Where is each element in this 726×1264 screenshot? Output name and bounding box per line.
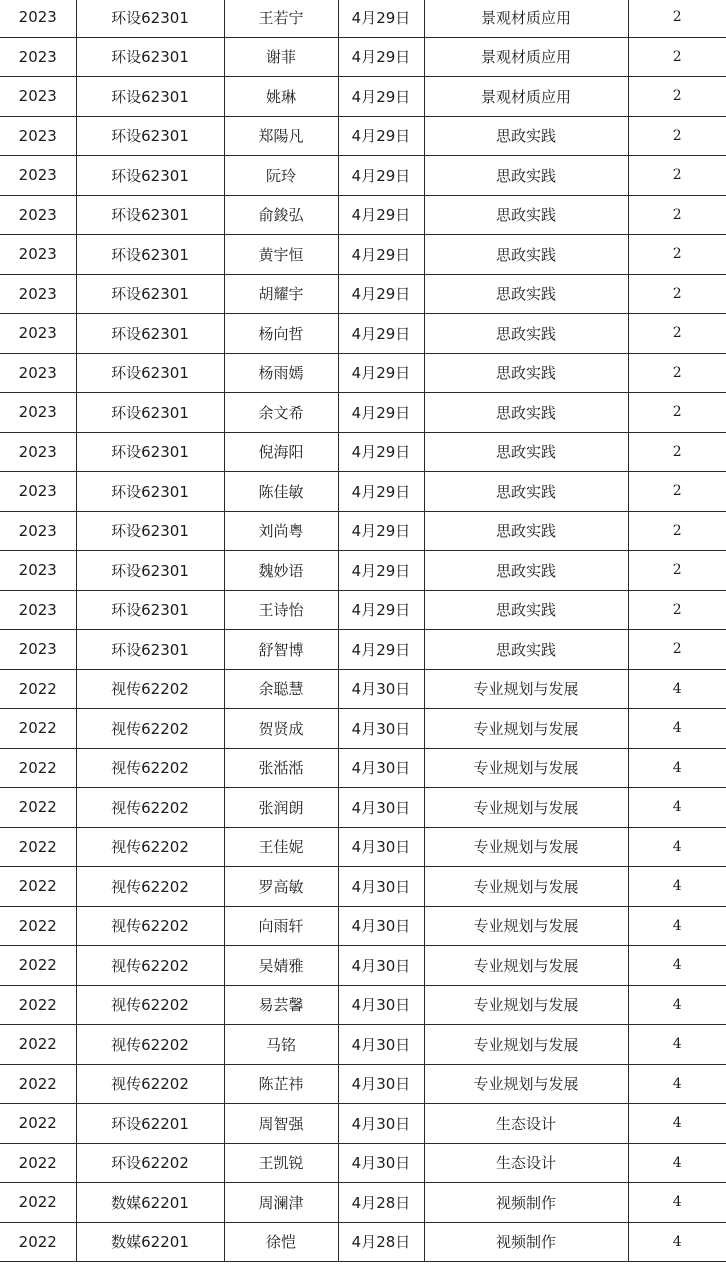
student-name-cell: 王凯锐 bbox=[224, 1143, 338, 1183]
year-cell: 2023 bbox=[0, 472, 76, 512]
credit-cell: 2 bbox=[628, 511, 726, 551]
credit-cell: 2 bbox=[628, 156, 726, 196]
course-cell: 专业规划与发展 bbox=[424, 788, 628, 828]
date-cell: 4月30日 bbox=[338, 748, 424, 788]
course-cell: 思政实践 bbox=[424, 630, 628, 670]
table-row bbox=[0, 0, 726, 37]
year-cell: 2022 bbox=[0, 1143, 76, 1183]
course-cell: 思政实践 bbox=[424, 472, 628, 512]
credit-cell: 2 bbox=[628, 590, 726, 630]
credit-cell: 4 bbox=[628, 985, 726, 1025]
table-row bbox=[0, 274, 726, 314]
course-cell: 思政实践 bbox=[424, 116, 628, 156]
date-cell: 4月30日 bbox=[338, 1064, 424, 1104]
year-cell: 2023 bbox=[0, 195, 76, 235]
course-cell: 景观材质应用 bbox=[424, 0, 628, 37]
course-cell: 思政实践 bbox=[424, 274, 628, 314]
year-cell: 2023 bbox=[0, 511, 76, 551]
student-name-cell: 余文希 bbox=[224, 393, 338, 433]
date-cell: 4月29日 bbox=[338, 393, 424, 433]
course-cell: 专业规划与发展 bbox=[424, 709, 628, 749]
class-cell: 视传62202 bbox=[76, 906, 224, 946]
table-row bbox=[0, 946, 726, 986]
course-cell: 生态设计 bbox=[424, 1143, 628, 1183]
class-cell: 视传62202 bbox=[76, 748, 224, 788]
table-row bbox=[0, 1183, 726, 1223]
class-cell: 视传62202 bbox=[76, 827, 224, 867]
credit-cell: 2 bbox=[628, 0, 726, 37]
class-cell: 环设62201 bbox=[76, 1104, 224, 1144]
date-cell: 4月30日 bbox=[338, 827, 424, 867]
class-cell: 视传62202 bbox=[76, 985, 224, 1025]
table-row bbox=[0, 985, 726, 1025]
class-cell: 环设62301 bbox=[76, 511, 224, 551]
credit-cell: 4 bbox=[628, 1183, 726, 1223]
table-row bbox=[0, 314, 726, 354]
table-row bbox=[0, 353, 726, 393]
class-cell: 视传62202 bbox=[76, 1064, 224, 1104]
student-name-cell: 周澜津 bbox=[224, 1183, 338, 1223]
table-row bbox=[0, 669, 726, 709]
student-name-cell: 王若宁 bbox=[224, 0, 338, 37]
table-row bbox=[0, 37, 726, 77]
credit-cell: 2 bbox=[628, 314, 726, 354]
course-cell: 专业规划与发展 bbox=[424, 1064, 628, 1104]
table-row bbox=[0, 590, 726, 630]
course-cell: 专业规划与发展 bbox=[424, 827, 628, 867]
student-name-cell: 俞鋑弘 bbox=[224, 195, 338, 235]
student-name-cell: 舒智博 bbox=[224, 630, 338, 670]
credit-cell: 2 bbox=[628, 37, 726, 77]
class-cell: 视传62202 bbox=[76, 867, 224, 907]
year-cell: 2022 bbox=[0, 946, 76, 986]
date-cell: 4月30日 bbox=[338, 1104, 424, 1144]
student-name-cell: 谢菲 bbox=[224, 37, 338, 77]
date-cell: 4月29日 bbox=[338, 235, 424, 275]
table-row bbox=[0, 867, 726, 907]
student-name-cell: 罗高敏 bbox=[224, 867, 338, 907]
course-cell: 思政实践 bbox=[424, 432, 628, 472]
class-cell: 环设62301 bbox=[76, 353, 224, 393]
date-cell: 4月30日 bbox=[338, 788, 424, 828]
credit-cell: 2 bbox=[628, 630, 726, 670]
student-name-cell: 张湉湉 bbox=[224, 748, 338, 788]
student-name-cell: 阮玲 bbox=[224, 156, 338, 196]
table-row bbox=[0, 1104, 726, 1144]
class-cell: 环设62301 bbox=[76, 156, 224, 196]
year-cell: 2023 bbox=[0, 77, 76, 117]
year-cell: 2022 bbox=[0, 1025, 76, 1065]
date-cell: 4月30日 bbox=[338, 946, 424, 986]
course-cell: 专业规划与发展 bbox=[424, 906, 628, 946]
date-cell: 4月29日 bbox=[338, 116, 424, 156]
credit-cell: 4 bbox=[628, 906, 726, 946]
date-cell: 4月30日 bbox=[338, 867, 424, 907]
table-row bbox=[0, 1025, 726, 1065]
student-name-cell: 魏妙语 bbox=[224, 551, 338, 591]
credit-cell: 2 bbox=[628, 432, 726, 472]
class-cell: 视传62202 bbox=[76, 669, 224, 709]
year-cell: 2023 bbox=[0, 0, 76, 37]
class-cell: 视传62202 bbox=[76, 788, 224, 828]
date-cell: 4月30日 bbox=[338, 709, 424, 749]
table-row bbox=[0, 393, 726, 433]
table-row bbox=[0, 511, 726, 551]
class-cell: 环设62301 bbox=[76, 37, 224, 77]
course-cell: 专业规划与发展 bbox=[424, 748, 628, 788]
credit-cell: 4 bbox=[628, 748, 726, 788]
course-cell: 思政实践 bbox=[424, 393, 628, 433]
course-cell: 思政实践 bbox=[424, 195, 628, 235]
date-cell: 4月29日 bbox=[338, 472, 424, 512]
table-row bbox=[0, 195, 726, 235]
student-name-cell: 吴婧雅 bbox=[224, 946, 338, 986]
credit-cell: 4 bbox=[628, 1025, 726, 1065]
student-name-cell: 陈佳敏 bbox=[224, 472, 338, 512]
credit-cell: 4 bbox=[628, 1143, 726, 1183]
year-cell: 2022 bbox=[0, 1104, 76, 1144]
year-cell: 2022 bbox=[0, 867, 76, 907]
class-cell: 视传62202 bbox=[76, 1025, 224, 1065]
date-cell: 4月29日 bbox=[338, 511, 424, 551]
student-name-cell: 易芸馨 bbox=[224, 985, 338, 1025]
table-row bbox=[0, 1143, 726, 1183]
credit-cell: 2 bbox=[628, 393, 726, 433]
date-cell: 4月28日 bbox=[338, 1183, 424, 1223]
year-cell: 2023 bbox=[0, 156, 76, 196]
credit-cell: 2 bbox=[628, 472, 726, 512]
student-name-cell: 陈芷祎 bbox=[224, 1064, 338, 1104]
course-cell: 专业规划与发展 bbox=[424, 669, 628, 709]
course-cell: 专业规划与发展 bbox=[424, 867, 628, 907]
table-row bbox=[0, 748, 726, 788]
course-cell: 专业规划与发展 bbox=[424, 946, 628, 986]
table-row bbox=[0, 551, 726, 591]
class-cell: 环设62301 bbox=[76, 274, 224, 314]
year-cell: 2022 bbox=[0, 1183, 76, 1223]
class-cell: 环设62301 bbox=[76, 195, 224, 235]
table-row bbox=[0, 116, 726, 156]
year-cell: 2023 bbox=[0, 314, 76, 354]
student-name-cell: 张润朗 bbox=[224, 788, 338, 828]
date-cell: 4月29日 bbox=[338, 274, 424, 314]
table-row bbox=[0, 1222, 726, 1262]
class-cell: 环设62301 bbox=[76, 116, 224, 156]
table-row bbox=[0, 432, 726, 472]
year-cell: 2023 bbox=[0, 274, 76, 314]
table-row bbox=[0, 472, 726, 512]
year-cell: 2022 bbox=[0, 748, 76, 788]
course-cell: 思政实践 bbox=[424, 156, 628, 196]
table-row bbox=[0, 77, 726, 117]
course-cell: 思政实践 bbox=[424, 551, 628, 591]
year-cell: 2023 bbox=[0, 37, 76, 77]
date-cell: 4月30日 bbox=[338, 906, 424, 946]
credit-cell: 4 bbox=[628, 827, 726, 867]
student-name-cell: 郑陽凡 bbox=[224, 116, 338, 156]
student-name-cell: 贺贤成 bbox=[224, 709, 338, 749]
class-cell: 环设62301 bbox=[76, 472, 224, 512]
student-name-cell: 杨雨嫣 bbox=[224, 353, 338, 393]
student-name-cell: 杨向哲 bbox=[224, 314, 338, 354]
year-cell: 2022 bbox=[0, 1222, 76, 1262]
student-name-cell: 周智强 bbox=[224, 1104, 338, 1144]
student-name-cell: 胡耀宇 bbox=[224, 274, 338, 314]
date-cell: 4月29日 bbox=[338, 156, 424, 196]
course-cell: 思政实践 bbox=[424, 235, 628, 275]
year-cell: 2022 bbox=[0, 1064, 76, 1104]
student-name-cell: 王诗怡 bbox=[224, 590, 338, 630]
credit-cell: 2 bbox=[628, 195, 726, 235]
student-name-cell: 王佳妮 bbox=[224, 827, 338, 867]
class-cell: 数媒62201 bbox=[76, 1183, 224, 1223]
student-name-cell: 余聪慧 bbox=[224, 669, 338, 709]
table-row bbox=[0, 235, 726, 275]
credit-cell: 4 bbox=[628, 867, 726, 907]
year-cell: 2022 bbox=[0, 985, 76, 1025]
class-cell: 环设62301 bbox=[76, 0, 224, 37]
year-cell: 2023 bbox=[0, 393, 76, 433]
credit-cell: 2 bbox=[628, 353, 726, 393]
class-cell: 环设62301 bbox=[76, 77, 224, 117]
credit-cell: 4 bbox=[628, 788, 726, 828]
date-cell: 4月30日 bbox=[338, 669, 424, 709]
table-row bbox=[0, 709, 726, 749]
year-cell: 2022 bbox=[0, 827, 76, 867]
credit-cell: 2 bbox=[628, 116, 726, 156]
year-cell: 2023 bbox=[0, 353, 76, 393]
course-cell: 思政实践 bbox=[424, 511, 628, 551]
year-cell: 2022 bbox=[0, 788, 76, 828]
student-name-cell: 马铭 bbox=[224, 1025, 338, 1065]
class-cell: 环设62301 bbox=[76, 432, 224, 472]
class-cell: 环设62301 bbox=[76, 590, 224, 630]
date-cell: 4月29日 bbox=[338, 314, 424, 354]
date-cell: 4月29日 bbox=[338, 551, 424, 591]
date-cell: 4月29日 bbox=[338, 37, 424, 77]
course-cell: 景观材质应用 bbox=[424, 77, 628, 117]
year-cell: 2023 bbox=[0, 630, 76, 670]
credit-cell: 4 bbox=[628, 1104, 726, 1144]
year-cell: 2022 bbox=[0, 669, 76, 709]
credit-cell: 4 bbox=[628, 946, 726, 986]
course-cell: 生态设计 bbox=[424, 1104, 628, 1144]
class-cell: 数媒62201 bbox=[76, 1222, 224, 1262]
class-cell: 环设62301 bbox=[76, 551, 224, 591]
table-row bbox=[0, 906, 726, 946]
date-cell: 4月28日 bbox=[338, 1222, 424, 1262]
course-cell: 思政实践 bbox=[424, 590, 628, 630]
course-cell: 景观材质应用 bbox=[424, 37, 628, 77]
date-cell: 4月29日 bbox=[338, 195, 424, 235]
course-cell: 思政实践 bbox=[424, 314, 628, 354]
class-cell: 环设62301 bbox=[76, 630, 224, 670]
year-cell: 2022 bbox=[0, 709, 76, 749]
credit-cell: 2 bbox=[628, 235, 726, 275]
student-name-cell: 姚琳 bbox=[224, 77, 338, 117]
student-name-cell: 刘尚粤 bbox=[224, 511, 338, 551]
table-row bbox=[0, 1064, 726, 1104]
credit-cell: 4 bbox=[628, 1222, 726, 1262]
class-cell: 视传62202 bbox=[76, 946, 224, 986]
course-cell: 专业规划与发展 bbox=[424, 1025, 628, 1065]
class-cell: 环设62202 bbox=[76, 1143, 224, 1183]
year-cell: 2023 bbox=[0, 590, 76, 630]
course-cell: 视频制作 bbox=[424, 1183, 628, 1223]
course-cell: 视频制作 bbox=[424, 1222, 628, 1262]
year-cell: 2023 bbox=[0, 432, 76, 472]
date-cell: 4月29日 bbox=[338, 77, 424, 117]
student-name-cell: 黄宇恒 bbox=[224, 235, 338, 275]
credit-cell: 4 bbox=[628, 709, 726, 749]
credit-cell: 4 bbox=[628, 1064, 726, 1104]
class-cell: 环设62301 bbox=[76, 314, 224, 354]
date-cell: 4月29日 bbox=[338, 630, 424, 670]
date-cell: 4月29日 bbox=[338, 590, 424, 630]
credit-cell: 2 bbox=[628, 77, 726, 117]
class-cell: 视传62202 bbox=[76, 709, 224, 749]
student-name-cell: 倪海阳 bbox=[224, 432, 338, 472]
credit-cell: 2 bbox=[628, 274, 726, 314]
date-cell: 4月30日 bbox=[338, 1143, 424, 1183]
credit-cell: 2 bbox=[628, 551, 726, 591]
date-cell: 4月29日 bbox=[338, 0, 424, 37]
date-cell: 4月30日 bbox=[338, 985, 424, 1025]
course-cell: 专业规划与发展 bbox=[424, 985, 628, 1025]
class-cell: 环设62301 bbox=[76, 393, 224, 433]
table-row bbox=[0, 827, 726, 867]
year-cell: 2022 bbox=[0, 906, 76, 946]
date-cell: 4月30日 bbox=[338, 1025, 424, 1065]
student-name-cell: 徐恺 bbox=[224, 1222, 338, 1262]
table-row bbox=[0, 156, 726, 196]
table-row bbox=[0, 630, 726, 670]
class-cell: 环设62301 bbox=[76, 235, 224, 275]
course-cell: 思政实践 bbox=[424, 353, 628, 393]
date-cell: 4月29日 bbox=[338, 353, 424, 393]
year-cell: 2023 bbox=[0, 116, 76, 156]
credit-cell: 4 bbox=[628, 669, 726, 709]
year-cell: 2023 bbox=[0, 235, 76, 275]
year-cell: 2023 bbox=[0, 551, 76, 591]
date-cell: 4月29日 bbox=[338, 432, 424, 472]
table-row bbox=[0, 788, 726, 828]
student-name-cell: 向雨轩 bbox=[224, 906, 338, 946]
